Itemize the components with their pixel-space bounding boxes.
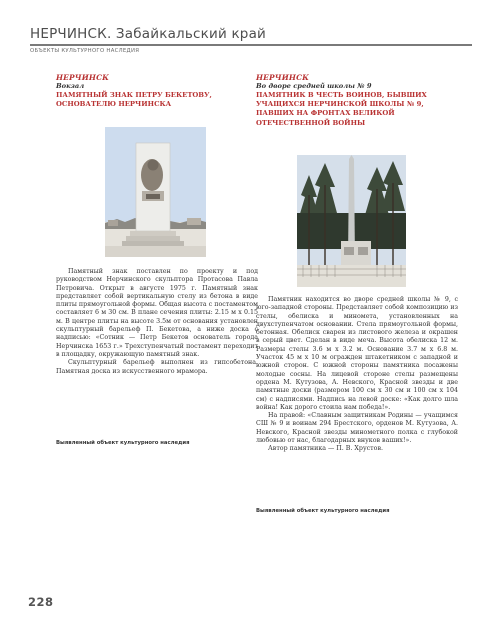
paragraph: Скульптурный барельеф выполнен из гипсобетона. Памятная доска из искусственного мрамора. xyxy=(56,359,258,375)
page-header xyxy=(30,26,472,54)
section-subtitle: ОБЪЕКТЫ КУЛЬТУРНОГО НАСЛЕДИЯ xyxy=(30,48,140,54)
monument-entry-school9 xyxy=(256,73,458,128)
paragraph: Памятник находится во дворе средней школы № 9, с юго-западной стороны. Представляет собой композицию из стелы, обелиска и миномета, установленных на двухступенчатом основании. Стела прямоугольной формы, бетонная. Обелиск сварен из листового железа и окрашен в серый цвет. Сделан в виде меча. Высота обелиска 12 м. Размеры стелы 3.6 м х 3.2 м. Основание 3.7 м х 6.8 м. Участок 45 м х 10 м огражден штакетником с западной и южной сторон. С южной стороны памятника посажены молодые сосны. На лицевой стороне стелы размещены ордена М. Кутузова, А. Невского, Красной звезды и две памятные доски (размером 100 см х 30 см и 100 см х 104 см) с надписями. Надпись на левой доске: «Как долго шла война! Как дорого стоила нам победа!». xyxy=(256,296,458,411)
location-label: Во дворе средней школы № 9 xyxy=(256,82,372,90)
heritage-status: Выявленный объект культурного наследия xyxy=(256,508,390,514)
city-label: НЕРЧИНСК xyxy=(56,73,110,82)
paragraph: Памятный знак поставлен по проекту и под руководством Нерчинского скульптора Протасова Павла Петровича. Открыт в августе 1975 г. Памятный знак представляет собой вертикальную стелу из бетона в виде плиты прямоугольной формы. Общая высота с постаментом составляет 6 м 30 см. В плане сечения плиты: 2.15 м х 0.15 м. В центре плиты на высоте 3.5м от основания установлен скульптурный барельеф П. Бекетова, а ниже доска с надписью: «Сотник — Петр Бекетов основатель города Нерчинска 1653 г.» Трехступенчатый постамент переходит в площадку, окружающую памятный знак. xyxy=(56,268,258,358)
section-title: НЕРЧИНСК. Забайкальский край xyxy=(30,26,267,42)
paragraph: Автор памятника — П. В. Хрустов. xyxy=(268,445,384,453)
heritage-status: Выявленный объект культурного наследия xyxy=(56,440,190,446)
school9-description xyxy=(256,296,458,454)
beketov-description xyxy=(56,268,258,376)
monument-entry-beketov xyxy=(56,73,258,109)
header-divider xyxy=(30,44,472,46)
monument-title: ПАМЯТНИК В ЧЕСТЬ ВОИНОВ, БЫВШИХ УЧАЩИХСЯ НЕРЧИНСКОЙ ШКОЛЫ № 9, ПАВШИХ НА ФРОНТАХ ВЕЛИКОЙ ОТЕЧЕСТВЕННОЙ ВОЙНЫ xyxy=(256,91,427,127)
beketov-monument-photo xyxy=(105,127,206,257)
page-number: 228 xyxy=(28,595,54,609)
city-label: НЕРЧИНСК xyxy=(256,73,310,82)
monument-title: ПАМЯТНЫЙ ЗНАК ПЕТРУ БЕКЕТОВУ, ОСНОВАТЕЛЮ НЕРЧИНСКА xyxy=(56,91,212,109)
location-label: Вокзал xyxy=(56,82,85,90)
school9-monument-photo xyxy=(297,155,406,287)
paragraph: На правой: «Славным защитникам Родины — учащимся СШ № 9 и воинам 294 Брестского, орденов М. Кутузова, А. Невского, Красной звезды минометного полка с глубокой любовью от нас, благодарных внуков ваших!». xyxy=(256,412,458,445)
